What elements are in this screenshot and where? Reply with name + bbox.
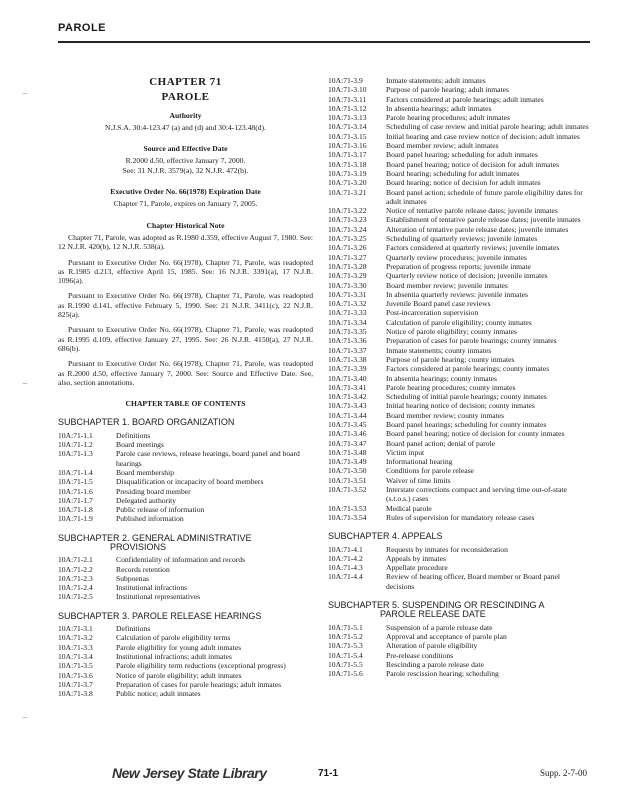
toc-section-title: Board panel action; schedule of future parole eligibility dates for adult inmates [386, 187, 583, 206]
toc-entry [328, 95, 590, 104]
toc-section-number: 10A:71-3.34 [328, 317, 367, 327]
subchapter-2-heading: SUBCHAPTER 2. GENERAL ADMINISTRATIVE [58, 532, 252, 543]
toc-section-title: Board membership [116, 467, 174, 477]
margin-mark: ⌣ [22, 88, 28, 98]
authority-text: N.J.S.A. 30:4-123.47 (a) and (d) and 30:4-123.48(d). [105, 122, 266, 132]
toc-section-title: Parole eligibility for young adult inmates [116, 642, 242, 652]
toc-section-title: Presiding board member [116, 486, 191, 496]
subchapter-5-heading: SUBCHAPTER 5. SUSPENDING OR RESCINDING A [328, 600, 545, 611]
toc-section-title: Medical parole [386, 503, 432, 513]
toc-section-title: Inmate statements; county inmates [386, 345, 492, 355]
toc-section-number: 10A:71-5.6 [328, 669, 363, 679]
toc-section-number: 10A:71-1.4 [58, 467, 93, 477]
eo-text: Chapter 71, Parole, expires on January 7, 2005. [113, 199, 258, 209]
toc-entry [328, 563, 590, 572]
toc-section-number: 10A:71-3.38 [328, 354, 367, 364]
toc-section-number: 10A:71-3.47 [328, 438, 367, 448]
toc-section-number: 10A:71-4.1 [328, 544, 363, 554]
chapter-label: CHAPTER 71 [149, 76, 222, 88]
toc-entry [58, 574, 313, 583]
toc-entry [58, 514, 313, 523]
toc-section-title: Notice of parole eligibility; county inmates [386, 327, 517, 337]
toc-section-title: Institutional infractions [116, 583, 188, 593]
toc-section-number: 10A:71-2.5 [58, 592, 93, 602]
subchapter-2-list [58, 555, 313, 601]
toc-section-title: Quarterly review procedures; juvenile inmates [386, 252, 527, 262]
toc-section-number: 10A:71-3.14 [328, 122, 367, 132]
toc-heading: CHAPTER TABLE OF CONTENTS [125, 399, 246, 409]
toc-section-number: 10A:71-3.39 [328, 364, 367, 374]
toc-entry [328, 457, 590, 466]
toc-section-number: 10A:71-3.29 [328, 271, 367, 281]
toc-section-number: 10A:71-3.41 [328, 382, 367, 392]
toc-entry [58, 505, 313, 514]
source-line-2: See: 31 N.J.R. 3579(a), 32 N.J.R. 472(b). [122, 165, 249, 175]
toc-section-number: 10A:71-3.18 [328, 159, 367, 169]
toc-entry [58, 661, 313, 670]
toc-section-title: Board member review; county inmates [386, 410, 505, 420]
toc-entry [328, 169, 590, 178]
page-number: 71-1 [318, 768, 339, 779]
toc-entry [328, 141, 590, 150]
toc-section-number: 10A:71-3.27 [328, 252, 367, 262]
authority-heading: Authority [169, 110, 202, 120]
toc-entry [328, 420, 590, 429]
toc-entry [328, 262, 590, 271]
toc-entry [328, 476, 590, 485]
toc-entry [328, 327, 590, 336]
toc-section-title: Subpoenas [116, 573, 149, 583]
toc-section-number: 10A:71-3.1 [58, 624, 93, 634]
subchapter-1-list [58, 431, 313, 524]
toc-section-title: Delegated authority [116, 495, 177, 505]
subchapter-3-list-cont [328, 76, 590, 522]
toc-section-title: Post-incarceration supervision [386, 308, 479, 318]
toc-entry [58, 565, 313, 574]
toc-section-number: 10A:71-3.23 [328, 215, 367, 225]
toc-section-number: 10A:71-3.46 [328, 429, 367, 439]
toc-section-title: In absentia hearings; county inmates [386, 373, 497, 383]
toc-entry [328, 243, 590, 252]
toc-section-title: Scheduling of quarterly reviews; juvenile inmates [386, 234, 538, 244]
toc-section-number: 10A:71-1.7 [58, 495, 93, 505]
toc-section-number: 10A:71-2.3 [58, 573, 93, 583]
toc-section-title: Institutional representatives [116, 592, 201, 602]
toc-entry [58, 633, 313, 642]
toc-entry [328, 150, 590, 159]
toc-section-number: 10A:71-3.49 [328, 457, 367, 467]
toc-section-title: Factors considered at parole hearings; county inmates [386, 364, 550, 374]
toc-section-number: 10A:71-3.19 [328, 168, 367, 178]
toc-section-number: 10A:71-2.2 [58, 564, 93, 574]
toc-section-number: 10A:71-3.31 [328, 289, 367, 299]
eo-heading: Executive Order No. 66(1978) Expiration Date [110, 187, 261, 197]
toc-entry [328, 364, 590, 373]
toc-section-number: 10A:71-3.7 [58, 679, 93, 689]
toc-section-number: 10A:71-3.42 [328, 392, 367, 402]
toc-section-number: 10A:71-3.12 [328, 103, 367, 113]
toc-section-number: 10A:71-3.37 [328, 345, 367, 355]
toc-section-title: Appeals by inmates [386, 553, 446, 563]
toc-entry [58, 680, 313, 689]
subchapter-5-heading-cont: PAROLE RELEASE DATE [380, 609, 486, 620]
toc-section-number: 10A:71-3.50 [328, 466, 367, 476]
toc-section-title: Board member review; adult inmates [386, 141, 499, 151]
toc-entry [328, 411, 590, 420]
toc-section-title: Purpose of parole hearing; county inmates [386, 354, 515, 364]
library-stamp: New Jersey State Library [112, 765, 267, 781]
toc-entry [58, 468, 313, 477]
toc-entry [328, 504, 590, 513]
toc-section-number: 10A:71-1.1 [58, 430, 93, 440]
toc-entry [328, 113, 590, 122]
toc-section-number: 10A:71-3.4 [58, 651, 93, 661]
toc-entry [328, 299, 590, 308]
toc-entry [328, 429, 590, 438]
toc-section-title: Preparation of progress reports; juvenile inmate [386, 261, 531, 271]
toc-section-number: 10A:71-1.6 [58, 486, 93, 496]
toc-section-number: 10A:71-5.2 [328, 631, 363, 641]
toc-section-title: In absentia quarterly reviews: juvenile inmates [386, 289, 528, 299]
toc-section-number: 10A:71-2.1 [58, 555, 93, 565]
toc-section-title: Disqualification or incapacity of board members [116, 477, 264, 487]
toc-section-title: Board panel hearing; notice of decision for adult inmates [386, 159, 559, 169]
toc-entry [328, 545, 590, 554]
toc-section-title: Notice of parole eligibility; adult inmates [116, 670, 242, 680]
toc-section-number: 10A:71-3.44 [328, 410, 367, 420]
toc-section-number: 10A:71-3.15 [328, 131, 367, 141]
toc-entry [58, 555, 313, 564]
toc-section-title: Definitions [116, 624, 151, 634]
toc-section-title: Suspension of a parole release date [386, 622, 493, 632]
toc-section-title: Parole hearing procedures; adult inmates [386, 113, 510, 123]
toc-section-title: Juvenile Board panel case reviews [386, 299, 491, 309]
toc-entry [328, 355, 590, 364]
toc-section-number: 10A:71-5.1 [328, 622, 363, 632]
toc-section-title: Waiver of time limits [386, 475, 451, 485]
toc-entry [328, 178, 590, 187]
toc-section-title: Parole case reviews, release hearings, board panel and board hearings [116, 449, 300, 468]
toc-section-number: 10A:71-3.5 [58, 661, 93, 671]
toc-section-title: In absentia hearings; adult inmates [386, 103, 492, 113]
toc-section-number: 10A:71-3.9 [328, 76, 363, 85]
toc-section-number: 10A:71-3.40 [328, 373, 367, 383]
toc-entry [328, 572, 590, 591]
toc-section-title: Preparation of cases for parole hearings; adult inmates [116, 679, 282, 689]
subchapter-3-heading: SUBCHAPTER 3. PAROLE RELEASE HEARINGS [58, 610, 262, 621]
toc-entry [328, 513, 590, 522]
toc-section-title: Published information [116, 514, 184, 524]
toc-section-number: 10A:71-3.25 [328, 234, 367, 244]
toc-entry [328, 308, 590, 317]
toc-entry [58, 496, 313, 505]
toc-section-title: Factors considered at quarterly reviews; juvenile inmates [386, 243, 560, 253]
toc-entry [328, 392, 590, 401]
supplement-date: Supp. 2-7-00 [540, 768, 587, 778]
toc-section-title: Initial hearing and case review notice of decision; adult inmates [386, 131, 580, 141]
toc-section-title: Board meetings [116, 440, 164, 450]
toc-section-number: 10A:71-1.2 [58, 440, 93, 450]
toc-entry [58, 652, 313, 661]
toc-section-number: 10A:71-3.2 [58, 633, 93, 643]
toc-section-title: Rescinding a parole release date [386, 659, 484, 669]
toc-section-number: 10A:71-3.48 [328, 447, 367, 457]
toc-section-title: Establishment of tentative parole release dates; juvenile inmates [386, 215, 581, 225]
toc-section-number: 10A:71-3.8 [58, 689, 93, 699]
toc-section-title: Parole rescission hearing; scheduling [386, 669, 499, 679]
toc-section-number: 10A:71-3.11 [328, 94, 367, 104]
toc-section-title: Factors considered at parole hearings; adult inmates [386, 94, 544, 104]
toc-section-title: Preparation of cases for parole hearings; county inmates [386, 336, 557, 346]
toc-section-title: Victim input [386, 447, 425, 457]
toc-entry [328, 632, 590, 641]
toc-entry [328, 188, 590, 207]
toc-section-number: 10A:71-3.51 [328, 475, 367, 485]
toc-section-number: 10A:71-5.3 [328, 641, 363, 651]
toc-entry [328, 346, 590, 355]
toc-entry [328, 281, 590, 290]
toc-entry [58, 624, 313, 633]
margin-mark: ⌣ [22, 712, 28, 722]
history-paragraph: Pursuant to Executive Order No. 66(1978), Chapter 71, Parole, was readopted as R.2000 d.50, effective January 7, 2000. See: Source and Effective Date. See, also, section annotations. [58, 359, 313, 387]
toc-entry [328, 466, 590, 475]
toc-entry [328, 554, 590, 563]
toc-section-title: Requests by inmates for reconsideration [386, 544, 508, 554]
toc-section-title: Public notice; adult inmates [116, 689, 201, 699]
toc-section-number: 10A:71-3.20 [328, 178, 367, 188]
toc-section-title: Interstate corrections compact and serving time out-of-state (s.t.o.s.) cases [386, 485, 567, 504]
toc-entry [58, 689, 313, 698]
toc-section-number: 10A:71-2.4 [58, 583, 93, 593]
toc-section-title: Informational hearing [386, 457, 453, 467]
toc-entry [328, 439, 590, 448]
toc-entry [58, 487, 313, 496]
toc-entry [328, 104, 590, 113]
toc-entry [58, 449, 313, 468]
toc-section-title: Parole hearing procedures; county inmates [386, 382, 516, 392]
toc-section-title: Board panel hearing; notice of decision for county inmates [386, 429, 565, 439]
toc-entry [328, 225, 590, 234]
toc-section-number: 10A:71-3.22 [328, 206, 367, 216]
toc-section-title: Public release of information [116, 505, 205, 515]
toc-section-number: 10A:71-3.30 [328, 280, 367, 290]
toc-section-number: 10A:71-3.26 [328, 243, 367, 253]
toc-section-title: Board panel hearing; scheduling for adult inmates [386, 150, 538, 160]
toc-section-number: 10A:71-3.3 [58, 642, 93, 652]
toc-section-title: Board hearing; scheduling for adult inmates [386, 168, 520, 178]
toc-section-number: 10A:71-3.33 [328, 308, 367, 318]
toc-section-title: Scheduling of initial parole hearings; county inmates [386, 392, 547, 402]
toc-entry [328, 85, 590, 94]
toc-section-title: Purpose of parole hearing; adult inmates [386, 85, 509, 95]
subchapter-5-list [328, 623, 590, 679]
history-paragraph: Chapter 71, Parole, was adopted as R.1980 d.359, effective August 7, 1980. See: 12 N.J.R. 420(b), 12 N.J.R. 538(a). [58, 232, 313, 252]
toc-section-title: Notice of tentative parole release dates; juvenile inmates [386, 206, 558, 216]
toc-entry [328, 122, 590, 131]
subchapter-4-heading: SUBCHAPTER 4. APPEALS [328, 531, 443, 542]
toc-entry [328, 485, 590, 504]
toc-section-number: 10A:71-3.52 [328, 485, 367, 495]
toc-section-number: 10A:71-1.8 [58, 505, 93, 515]
toc-entry [328, 448, 590, 457]
toc-section-title: Board member review; juvenile inmates [386, 280, 508, 290]
toc-section-number: 10A:71-3.32 [328, 299, 367, 309]
toc-entry [58, 583, 313, 592]
toc-entry [328, 206, 590, 215]
toc-entry [58, 477, 313, 486]
toc-entry [328, 336, 590, 345]
toc-entry [328, 401, 590, 410]
toc-entry [58, 440, 313, 449]
margin-mark: ⌣ [22, 378, 28, 388]
toc-entry [328, 253, 590, 262]
toc-section-title: Appellate procedure [386, 563, 448, 573]
toc-entry [328, 234, 590, 243]
toc-section-number: 10A:71-3.53 [328, 503, 367, 513]
toc-section-number: 10A:71-1.3 [58, 449, 93, 459]
toc-entry [328, 215, 590, 224]
toc-section-number: 10A:71-3.13 [328, 113, 367, 123]
toc-section-title: Confidentiality of information and records [116, 555, 246, 565]
toc-section-title: Scheduling of case review and initial parole hearing; adult inmates [386, 122, 589, 132]
toc-section-number: 10A:71-3.10 [328, 85, 367, 95]
toc-section-title: Definitions [116, 430, 151, 440]
toc-section-title: Board hearing; notice of decision for adult inmates [386, 178, 541, 188]
running-header: PAROLE [58, 22, 107, 34]
left-column [58, 76, 313, 698]
toc-section-number: 10A:71-3.43 [328, 401, 367, 411]
toc-section-number: 10A:71-3.45 [328, 419, 367, 429]
toc-entry [328, 318, 590, 327]
toc-section-number: 10A:71-3.36 [328, 336, 367, 346]
history-paragraph: Pursuant to Executive Order No. 66(1978), Chapter 71, Parole, was readopted as R.1985 d.213, effective April 15, 1985. See: 16 N.J.R. 3391(a), 17 N.J.R. 1096(a). [58, 257, 313, 286]
toc-entry [58, 643, 313, 652]
toc-entry [58, 431, 313, 440]
toc-entry [328, 76, 590, 85]
subchapter-4-list [328, 545, 590, 591]
toc-section-number: 10A:71-5.5 [328, 659, 363, 669]
toc-section-title: Conditions for parole release [386, 466, 474, 476]
toc-section-title: Rules of supervision for mandatory release cases [386, 512, 535, 522]
toc-section-title: Quarterly review notice of decision; juvenile inmates [386, 271, 548, 281]
toc-section-title: Calculation of parole eligibility; county inmates [386, 317, 532, 327]
toc-section-number: 10A:71-3.24 [328, 224, 367, 234]
toc-section-number: 10A:71-4.3 [328, 563, 363, 573]
toc-entry [328, 623, 590, 632]
toc-section-title: Board panel hearings; scheduling for county inmates [386, 419, 547, 429]
subchapter-3-list [58, 624, 313, 698]
source-heading: Source and Effective Date [143, 144, 228, 154]
toc-entry [328, 383, 590, 392]
chapter-name: PAROLE [161, 91, 210, 104]
toc-entry [58, 671, 313, 680]
toc-entry [328, 132, 590, 141]
toc-section-number: 10A:71-1.5 [58, 477, 93, 487]
toc-entry [58, 592, 313, 601]
toc-entry [328, 374, 590, 383]
toc-section-title: Calculation of parole eligibility terms [116, 633, 231, 643]
toc-entry [328, 160, 590, 169]
right-column [328, 76, 590, 678]
toc-section-title: Parole eligibility term reductions (exceptional progress) [116, 661, 286, 671]
toc-section-number: 10A:71-4.4 [328, 572, 363, 582]
toc-section-title: Initial hearing notice of decision; county inmates [386, 401, 535, 411]
toc-entry [328, 669, 590, 678]
toc-entry [328, 660, 590, 669]
subchapter-2-heading-cont: PROVISIONS [110, 541, 167, 552]
toc-section-title: Inmate statements; adult inmates [386, 76, 486, 85]
header-rule [58, 41, 590, 43]
toc-section-number: 10A:71-3.6 [58, 670, 93, 680]
toc-section-title: Institutional infractions; adult inmates [116, 651, 232, 661]
toc-section-title: Alteration of tentative parole release dates; juvenile inmates [386, 224, 569, 234]
toc-section-number: 10A:71-5.4 [328, 650, 363, 660]
toc-section-title: Alteration of parole eligibility [386, 641, 478, 651]
history-heading: Chapter Historical Note [146, 220, 225, 230]
toc-section-number: 10A:71-3.16 [328, 141, 367, 151]
history-paragraph: Pursuant to Executive Order No. 66(1978), Chapter 71, Parole, was readopted as R.1990 d.141, effective February 5, 1990. See: 21 N.J.R. 3411(c), 22 N.J.R. 825(a). [58, 291, 313, 320]
toc-section-number: 10A:71-1.9 [58, 514, 93, 524]
toc-entry [328, 641, 590, 650]
toc-section-number: 10A:71-3.21 [328, 187, 367, 197]
toc-entry [328, 271, 590, 280]
toc-section-number: 10A:71-4.2 [328, 553, 363, 563]
toc-section-number: 10A:71-3.28 [328, 261, 367, 271]
toc-section-title: Records retention [116, 564, 170, 574]
toc-entry [328, 290, 590, 299]
toc-section-title: Review of hearing officer, Board member or Board panel decisions [386, 572, 560, 591]
toc-section-title: Approval and acceptance of parole plan [386, 631, 507, 641]
source-line-1: R.2000 d.50, effective January 7, 2000. [125, 156, 246, 166]
toc-section-number: 10A:71-3.54 [328, 512, 367, 522]
toc-section-title: Pre-release conditions [386, 650, 454, 660]
toc-section-title: Board panel action; denial of parole [386, 438, 496, 448]
toc-entry [328, 651, 590, 660]
history-paragraph: Pursuant to Executive Order No. 66(1978), Chapter 71, Parole, was readopted as R.1995 d.109, effective January 27, 1995. See: 26 N.J.R. 4150(a), 27 N.J.R. 686(b). [58, 325, 313, 353]
subchapter-1-heading: SUBCHAPTER 1. BOARD ORGANIZATION [58, 417, 235, 428]
toc-section-number: 10A:71-3.35 [328, 327, 367, 337]
toc-section-number: 10A:71-3.17 [328, 150, 367, 160]
